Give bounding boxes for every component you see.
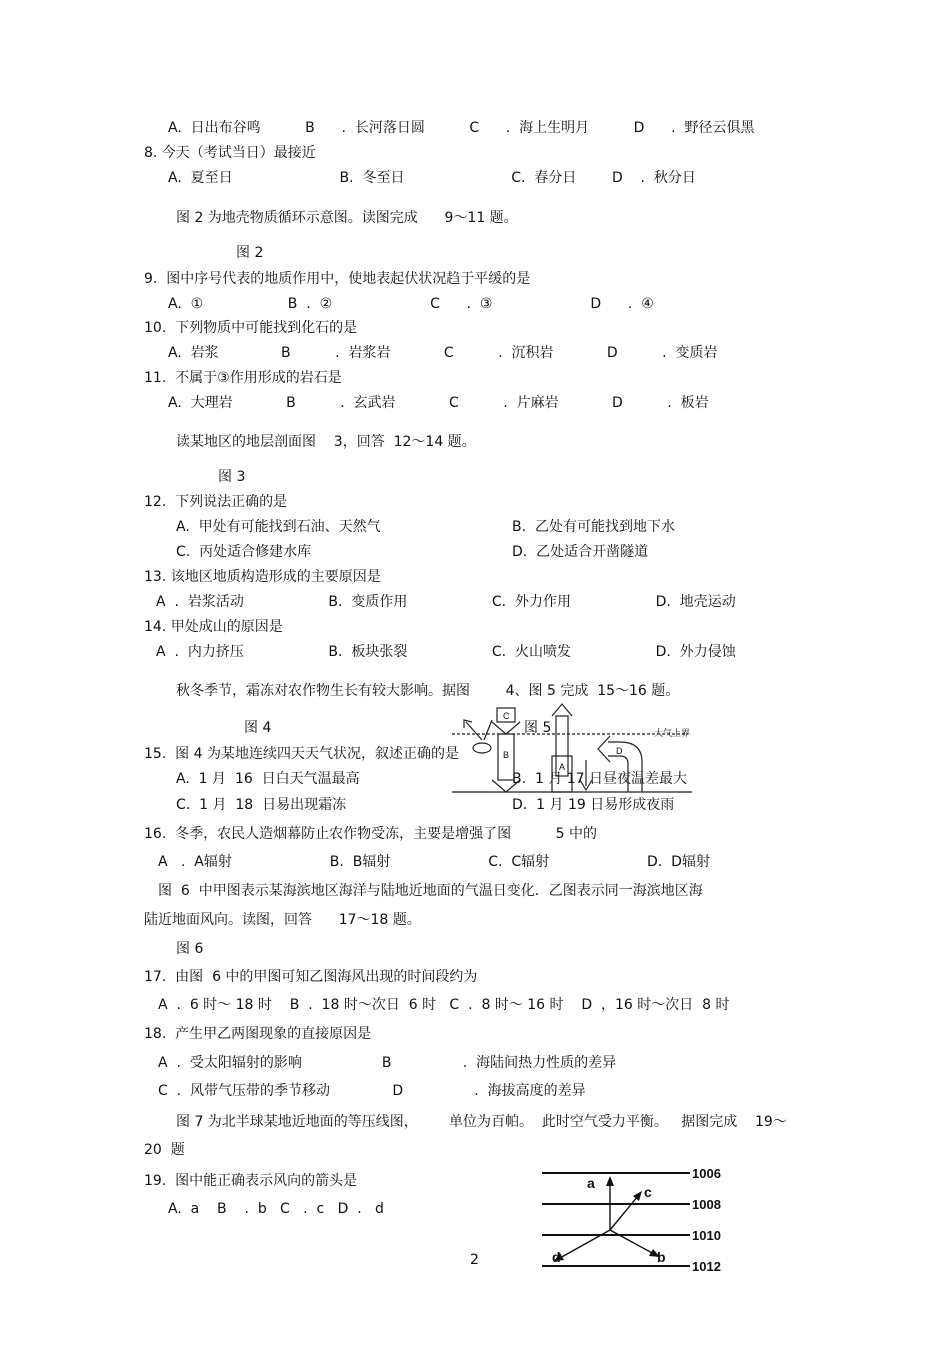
arrow-label-a: a bbox=[587, 1175, 595, 1191]
q19-options: A. a B . b C . c D . d bbox=[168, 1201, 384, 1217]
intro-fig7-line1: 图 7 为北半球某地近地面的等压线图， 单位为百帕。 此时空气受力平衡。 据图完成 19～ bbox=[176, 1114, 787, 1130]
isobar-label-1006: 1006 bbox=[692, 1166, 721, 1181]
arrow-a-head bbox=[552, 704, 572, 716]
label-d: D bbox=[616, 746, 623, 756]
q18-stem: 18. 产生甲乙两图现象的直接原因是 bbox=[144, 1026, 372, 1042]
q18-options-ab: A . 受太阳辐射的影响 B . 海陆间热力性质的差异 bbox=[158, 1055, 617, 1071]
q12-option-a: A. 甲处有可能找到石油、天然气 bbox=[176, 519, 381, 535]
q9-options: A. ① B . ② C . ③ D . ④ bbox=[168, 296, 654, 312]
q18-options-cd: C . 风带气压带的季节移动 D . 海拔高度的差异 bbox=[158, 1083, 586, 1099]
intro-fig4-5: 秋冬季节，霜冻对农作物生长有较大影响。据图 4、图 5 完成 15～16 题。 bbox=[176, 683, 680, 699]
intro-fig6-line2: 陆近地面风向。读图，回答 17～18 题。 bbox=[144, 912, 421, 928]
arrow-d-head bbox=[598, 736, 610, 762]
arrow-c-head bbox=[492, 722, 520, 734]
q13-stem: 13. 该地区地质构造形成的主要原因是 bbox=[144, 569, 381, 585]
q14-options: A . 内力挤压 B. 板块张裂 C. 火山喷发 D. 外力侵蚀 bbox=[156, 644, 736, 660]
label-a: A bbox=[559, 762, 566, 772]
q14-stem: 14. 甲处成山的原因是 bbox=[144, 619, 283, 635]
isobar-label-1008: 1008 bbox=[692, 1197, 721, 1212]
q12-option-d: D. 乙处适合开凿隧道 bbox=[512, 544, 649, 560]
q11-options: A. 大理岩 B . 玄武岩 C . 片麻岩 D . 板岩 bbox=[168, 395, 709, 411]
figure-5-svg bbox=[452, 700, 732, 800]
caption-fig6: 图 6 bbox=[176, 941, 204, 957]
q11-stem: 11. 不属于③作用形成的岩石是 bbox=[144, 370, 342, 386]
intro-fig2: 图 2 为地壳物质循环示意图。读图完成 9～11 题。 bbox=[176, 210, 518, 226]
caption-fig5: 图 5 bbox=[524, 720, 552, 736]
q10-stem: 10. 下列物质中可能找到化石的是 bbox=[144, 320, 358, 336]
cloud-ellipse bbox=[473, 743, 491, 753]
q8-options: A. 夏至日 B. 冬至日 C. 春分日 D . 秋分日 bbox=[168, 170, 696, 186]
intro-fig6-line1: 图 6 中甲图表示某海滨地区海洋与陆地近地面的气温日变化．乙图表示同一海滨地区海 bbox=[158, 883, 703, 899]
q9-stem: 9. 图中序号代表的地质作用中，使地表起伏状况趋于平缓的是 bbox=[144, 271, 531, 287]
label-c: C bbox=[503, 711, 510, 721]
q15-option-b: B. 1 月 17 日昼夜温差最大 bbox=[512, 771, 688, 787]
figure-7-isobar-diagram bbox=[540, 1160, 740, 1280]
q16-options: A . A辐射 B. B辐射 C. C辐射 D. D辐射 bbox=[158, 854, 710, 870]
q10-options: A. 岩浆 B . 岩浆岩 C . 沉积岩 D . 变质岩 bbox=[168, 345, 718, 361]
q8-stem: 8. 今天（考试当日）最接近 bbox=[144, 145, 316, 161]
arrow-d-curve bbox=[608, 742, 642, 792]
intro-fig3: 读某地区的地层剖面图 3，回答 12～14 题。 bbox=[176, 434, 476, 450]
figure-5-radiation-diagram bbox=[452, 700, 732, 800]
q17-options: A . 6 时～ 18 时 B . 18 时～次日 6 时 C . 8 时～ 16 时 D ，16 时～次日 8 时 bbox=[158, 997, 730, 1013]
arrow-b-head bbox=[492, 780, 520, 792]
q13-options: A . 岩浆活动 B. 变质作用 C. 外力作用 D. 地壳运动 bbox=[156, 594, 736, 610]
q19-stem: 19. 图中能正确表示风向的箭头是 bbox=[144, 1173, 358, 1189]
q15-option-c: C. 1 月 18 日易出现霜冻 bbox=[176, 797, 347, 813]
isobar-label-1010: 1010 bbox=[692, 1228, 721, 1243]
page-number: 2 bbox=[470, 1252, 479, 1268]
q12-option-b: B. 乙处有可能找到地下水 bbox=[512, 519, 675, 535]
arrow-b-line bbox=[610, 1230, 654, 1254]
q12-option-c: C. 丙处适合修建水库 bbox=[176, 544, 312, 560]
label-atmosphere-top: 大气上界 bbox=[654, 728, 691, 738]
caption-fig3: 图 3 bbox=[218, 469, 246, 485]
caption-fig2: 图 2 bbox=[236, 245, 264, 261]
q15-option-a: A. 1 月 16 日白天气温最高 bbox=[176, 771, 360, 787]
arrow-c-line bbox=[610, 1196, 638, 1230]
intro-fig7-line2: 20 题 bbox=[144, 1142, 185, 1158]
arrow-label-b: b bbox=[657, 1249, 666, 1265]
q17-stem: 17. 由图 6 中的甲图可知乙图海风出现的时间段约为 bbox=[144, 969, 478, 985]
reflect-arrow-right bbox=[484, 720, 492, 740]
figure-7-svg bbox=[540, 1160, 740, 1280]
caption-fig4: 图 4 bbox=[244, 720, 272, 736]
q15-option-d: D. 1 月 19 日易形成夜雨 bbox=[512, 797, 675, 813]
arrow-label-c: c bbox=[644, 1184, 652, 1200]
arrow-a-head bbox=[606, 1176, 614, 1186]
arrow-d-curve-inner bbox=[608, 756, 628, 792]
q16-stem: 16. 冬季，农民人造烟幕防止农作物受冻，主要是增强了图 5 中的 bbox=[144, 826, 598, 842]
isobar-label-1012: 1012 bbox=[692, 1259, 721, 1274]
q12-stem: 12. 下列说法正确的是 bbox=[144, 494, 288, 510]
arrow-label-d: d bbox=[552, 1249, 561, 1265]
q15-stem: 15. 图 4 为某地连续四天天气状况，叙述正确的是 bbox=[144, 746, 459, 762]
label-b: B bbox=[503, 750, 510, 760]
reflect-arrow-left bbox=[466, 722, 482, 740]
q7-options: A. 日出布谷鸣 B . 长河落日圆 C . 海上生明月 D . 野径云俱黑 bbox=[168, 120, 755, 136]
